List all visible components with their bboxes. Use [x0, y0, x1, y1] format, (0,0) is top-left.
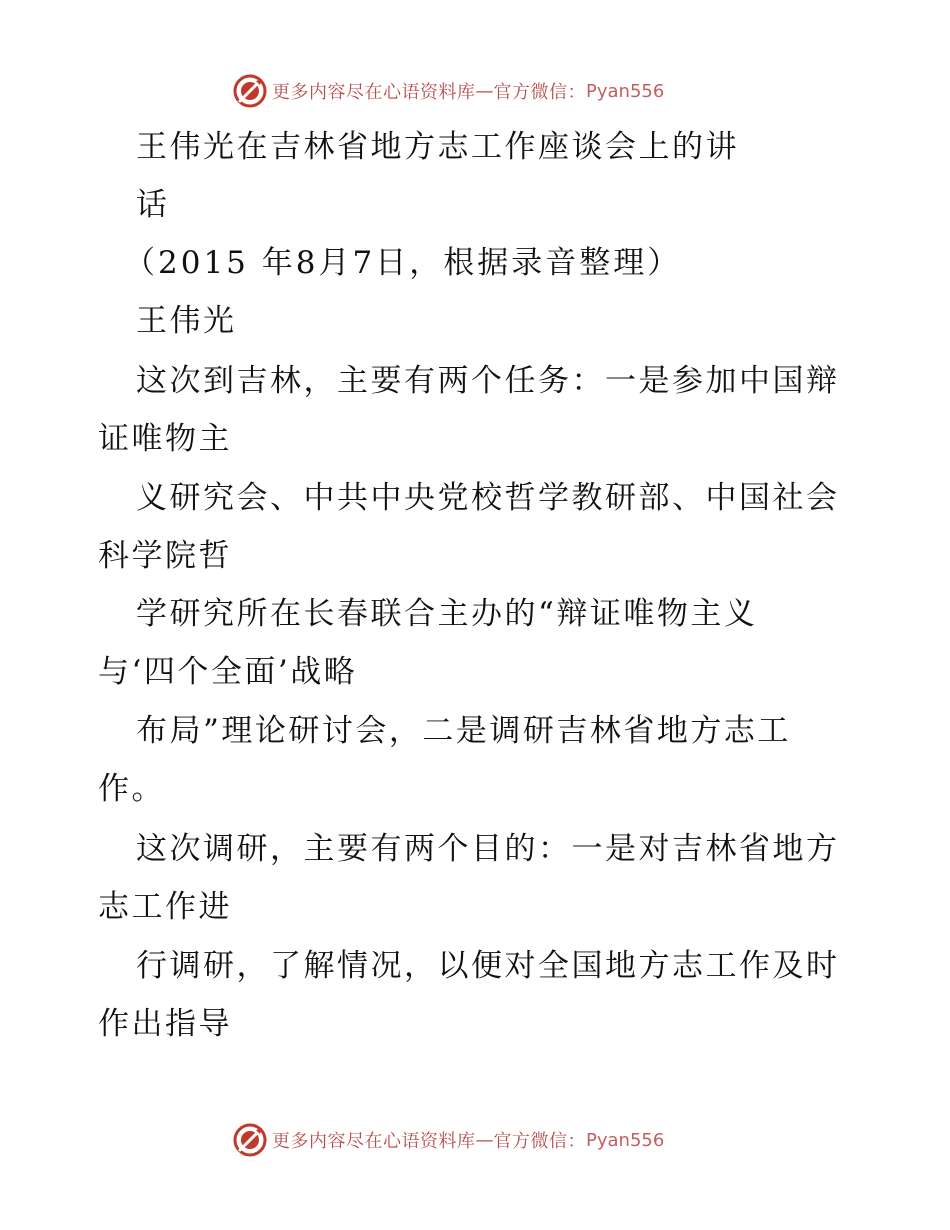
paragraph-line: 科学院哲 — [98, 538, 232, 574]
watermark-header — [232, 71, 664, 111]
pen-logo-icon — [232, 1122, 268, 1158]
watermark-handle: Pyan556 — [586, 1129, 665, 1151]
watermark-handle: Pyan556 — [586, 80, 665, 102]
paragraph-line: 这次调研，主要有两个目的：一是对吉林省地方 — [136, 831, 840, 867]
paragraph-line: 志工作进 — [98, 889, 232, 925]
paragraph-line: 义研究会、中共中央党校哲学教研部、中国社会 — [136, 480, 840, 516]
paragraph-line: 作。 — [98, 771, 165, 807]
document-title-continued: 话 — [136, 187, 170, 223]
paragraph-line: 学研究所在长春联合主办的“辩证唯物主义 — [136, 596, 758, 632]
watermark-text: 更多内容尽在心语资料库 — [272, 1131, 476, 1152]
paragraph-line: 这次到吉林，主要有两个任务：一是参加中国辩 — [136, 363, 840, 399]
paragraph-line: 行调研，了解情况，以便对全国地方志工作及时 — [136, 948, 840, 984]
paragraph-line: 作出指导 — [98, 1006, 232, 1042]
watermark-label: 官方微信： — [493, 1131, 586, 1152]
watermark-label: 官方微信： — [493, 82, 586, 103]
paragraph-line: 证唯物主 — [98, 421, 232, 457]
author-name: 王伟光 — [136, 303, 237, 339]
watermark-dash: — — [475, 1129, 494, 1151]
date-note: （2015 年8月7日，根据录音整理） — [124, 245, 682, 281]
watermark-dash: — — [475, 80, 494, 102]
paragraph-line: 与‘四个全面’战略 — [98, 654, 358, 690]
document-title: 王伟光在吉林省地方志工作座谈会上的讲 — [136, 129, 739, 165]
watermark-text: 更多内容尽在心语资料库 — [272, 82, 476, 103]
paragraph-line: 布局”理论研讨会，二是调研吉林省地方志工 — [136, 713, 791, 749]
watermark-footer — [232, 1120, 664, 1160]
pen-logo-icon — [232, 73, 268, 109]
